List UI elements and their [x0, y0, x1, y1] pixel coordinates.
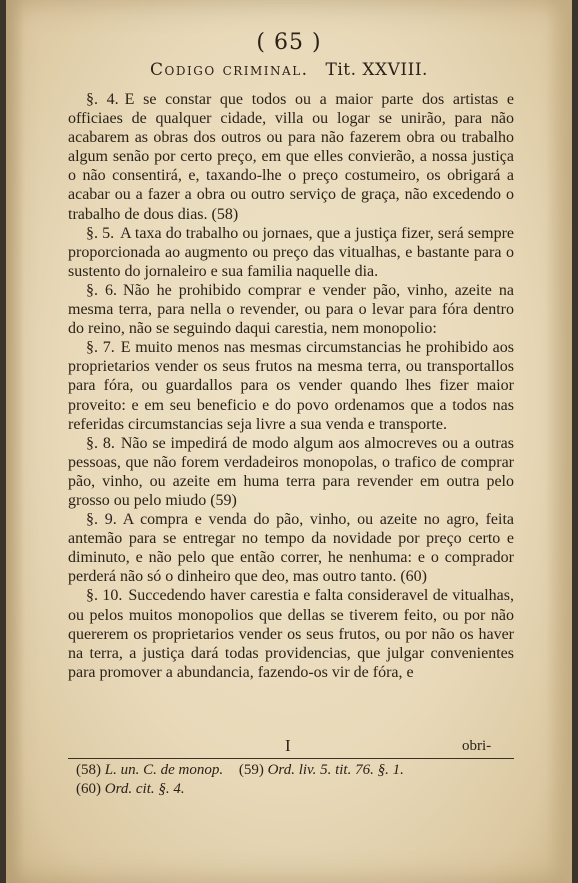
paragraph-label: §. 6. [86, 281, 118, 299]
paragraph [68, 586, 514, 681]
footnote-line [76, 780, 516, 799]
paragraph [68, 338, 514, 433]
paragraph-label: §. 5. [86, 224, 115, 242]
footnote-source: L. un. C. de monop. [104, 762, 224, 778]
paragraph-text: Não he prohibido comprar e vender pão, vinho, azeite na mesma terra, para nella o revender, ou para o levar para fóra dentro do reino, não se seguindo daqui carestia, nem monopolio: [68, 281, 515, 338]
catchword: obri- [462, 738, 492, 754]
paragraph-text: Não se impedirá de modo algum aos almocreves ou a outras pessoas, que não forem verdadeiros monopolas, o trafico de comprar pão, vinho, ou azeite em huma terra para revender em outra pelo grosso ou pelo miudo (59) [68, 434, 514, 509]
paragraph-label: §. 7. [86, 339, 115, 357]
page-edge-shadow-left [6, 0, 24, 883]
footnote-line [76, 761, 516, 780]
paragraph [68, 90, 514, 224]
signature-mark: I [285, 736, 291, 755]
footnote-source: Ord. cit. §. 4. [104, 781, 185, 797]
paragraph-text: Succedendo haver carestia e falta consideravel de vitualhas, ou pelos muitos monopolios que dellas se tiverem feito, ou por não quererem os proprietarios vender os seus frutos, ou por não os haver na terra, a justiça dará todas providencias, que julgar convenientes para promover a abundancia, fazendo-os vir de fóra, e [68, 587, 514, 681]
body-text [68, 90, 514, 682]
paragraph [68, 434, 514, 510]
page-number: ( 65 ) [256, 30, 322, 55]
paragraph [68, 510, 514, 586]
paragraph-label: §. 10. [86, 587, 123, 605]
footnote-number: (60) [76, 781, 101, 797]
running-head-title-number: Tit. XXVIII. [325, 60, 428, 80]
paragraph-label: §. 8. [86, 434, 115, 452]
paragraph-text: A compra e venda do pão, vinho, ou azeite no agro, feita antemão para se entregar no tempo da novidade por preço certo e diminuto, e não pelo que então correr, he nenhuma: e o comprador perderá não só o dinheiro que deo, mas outro tanto. (60) [68, 511, 514, 586]
paragraph-label: §. 9. [86, 511, 117, 529]
running-head [6, 60, 572, 80]
footnotes [76, 761, 516, 799]
paragraph-text: E se constar que todos ou a maior parte dos artistas e officiaes de qualquer cidade, villa ou logar se unirão, para não acabarem as obras dos outros ou para não fazerem obra ou trabalho algum senão por certo preço, em que elles convierão, a nossa justiça o não consentirá, e, taxando-lhe o preço costumeiro, os obrigará a acabar ou a fazer a obra ou outro serviço de graça, não excedendo o trabalho de dous dias. (58) [68, 91, 514, 223]
paragraph [68, 224, 514, 281]
book-page [6, 0, 572, 883]
page-edge-shadow-right [546, 0, 572, 883]
footnote-divider [68, 758, 514, 759]
paragraph-text: A taxa do trabalho ou jornaes, que a justiça fizer, será sempre proporcionada ao augmento ou preço das vitualhas, e bastante para o sustento do jornaleiro e sua familia naquelle dia. [68, 224, 514, 280]
paragraph-text: E muito menos nas mesmas circumstancias he prohibido aos proprietarios vender os seus frutos na mesma terra, ou transportallos para fóra, ou guardallos para os vender quando lhes fizer maior proveito: e em seu beneficio e do povo ordenamos que a todos nas referidas circumstancias seja livre a sua venda e transporte. [68, 339, 515, 433]
paragraph [68, 281, 514, 338]
footnote-number: (59) [238, 762, 264, 778]
paragraph-label: §. 4. [86, 91, 119, 108]
running-head-title: Codigo criminal. [150, 60, 309, 80]
footnote-number: (58) [76, 762, 101, 778]
footnote-source: Ord. liv. 5. tit. 76. §. 1. [267, 762, 404, 778]
